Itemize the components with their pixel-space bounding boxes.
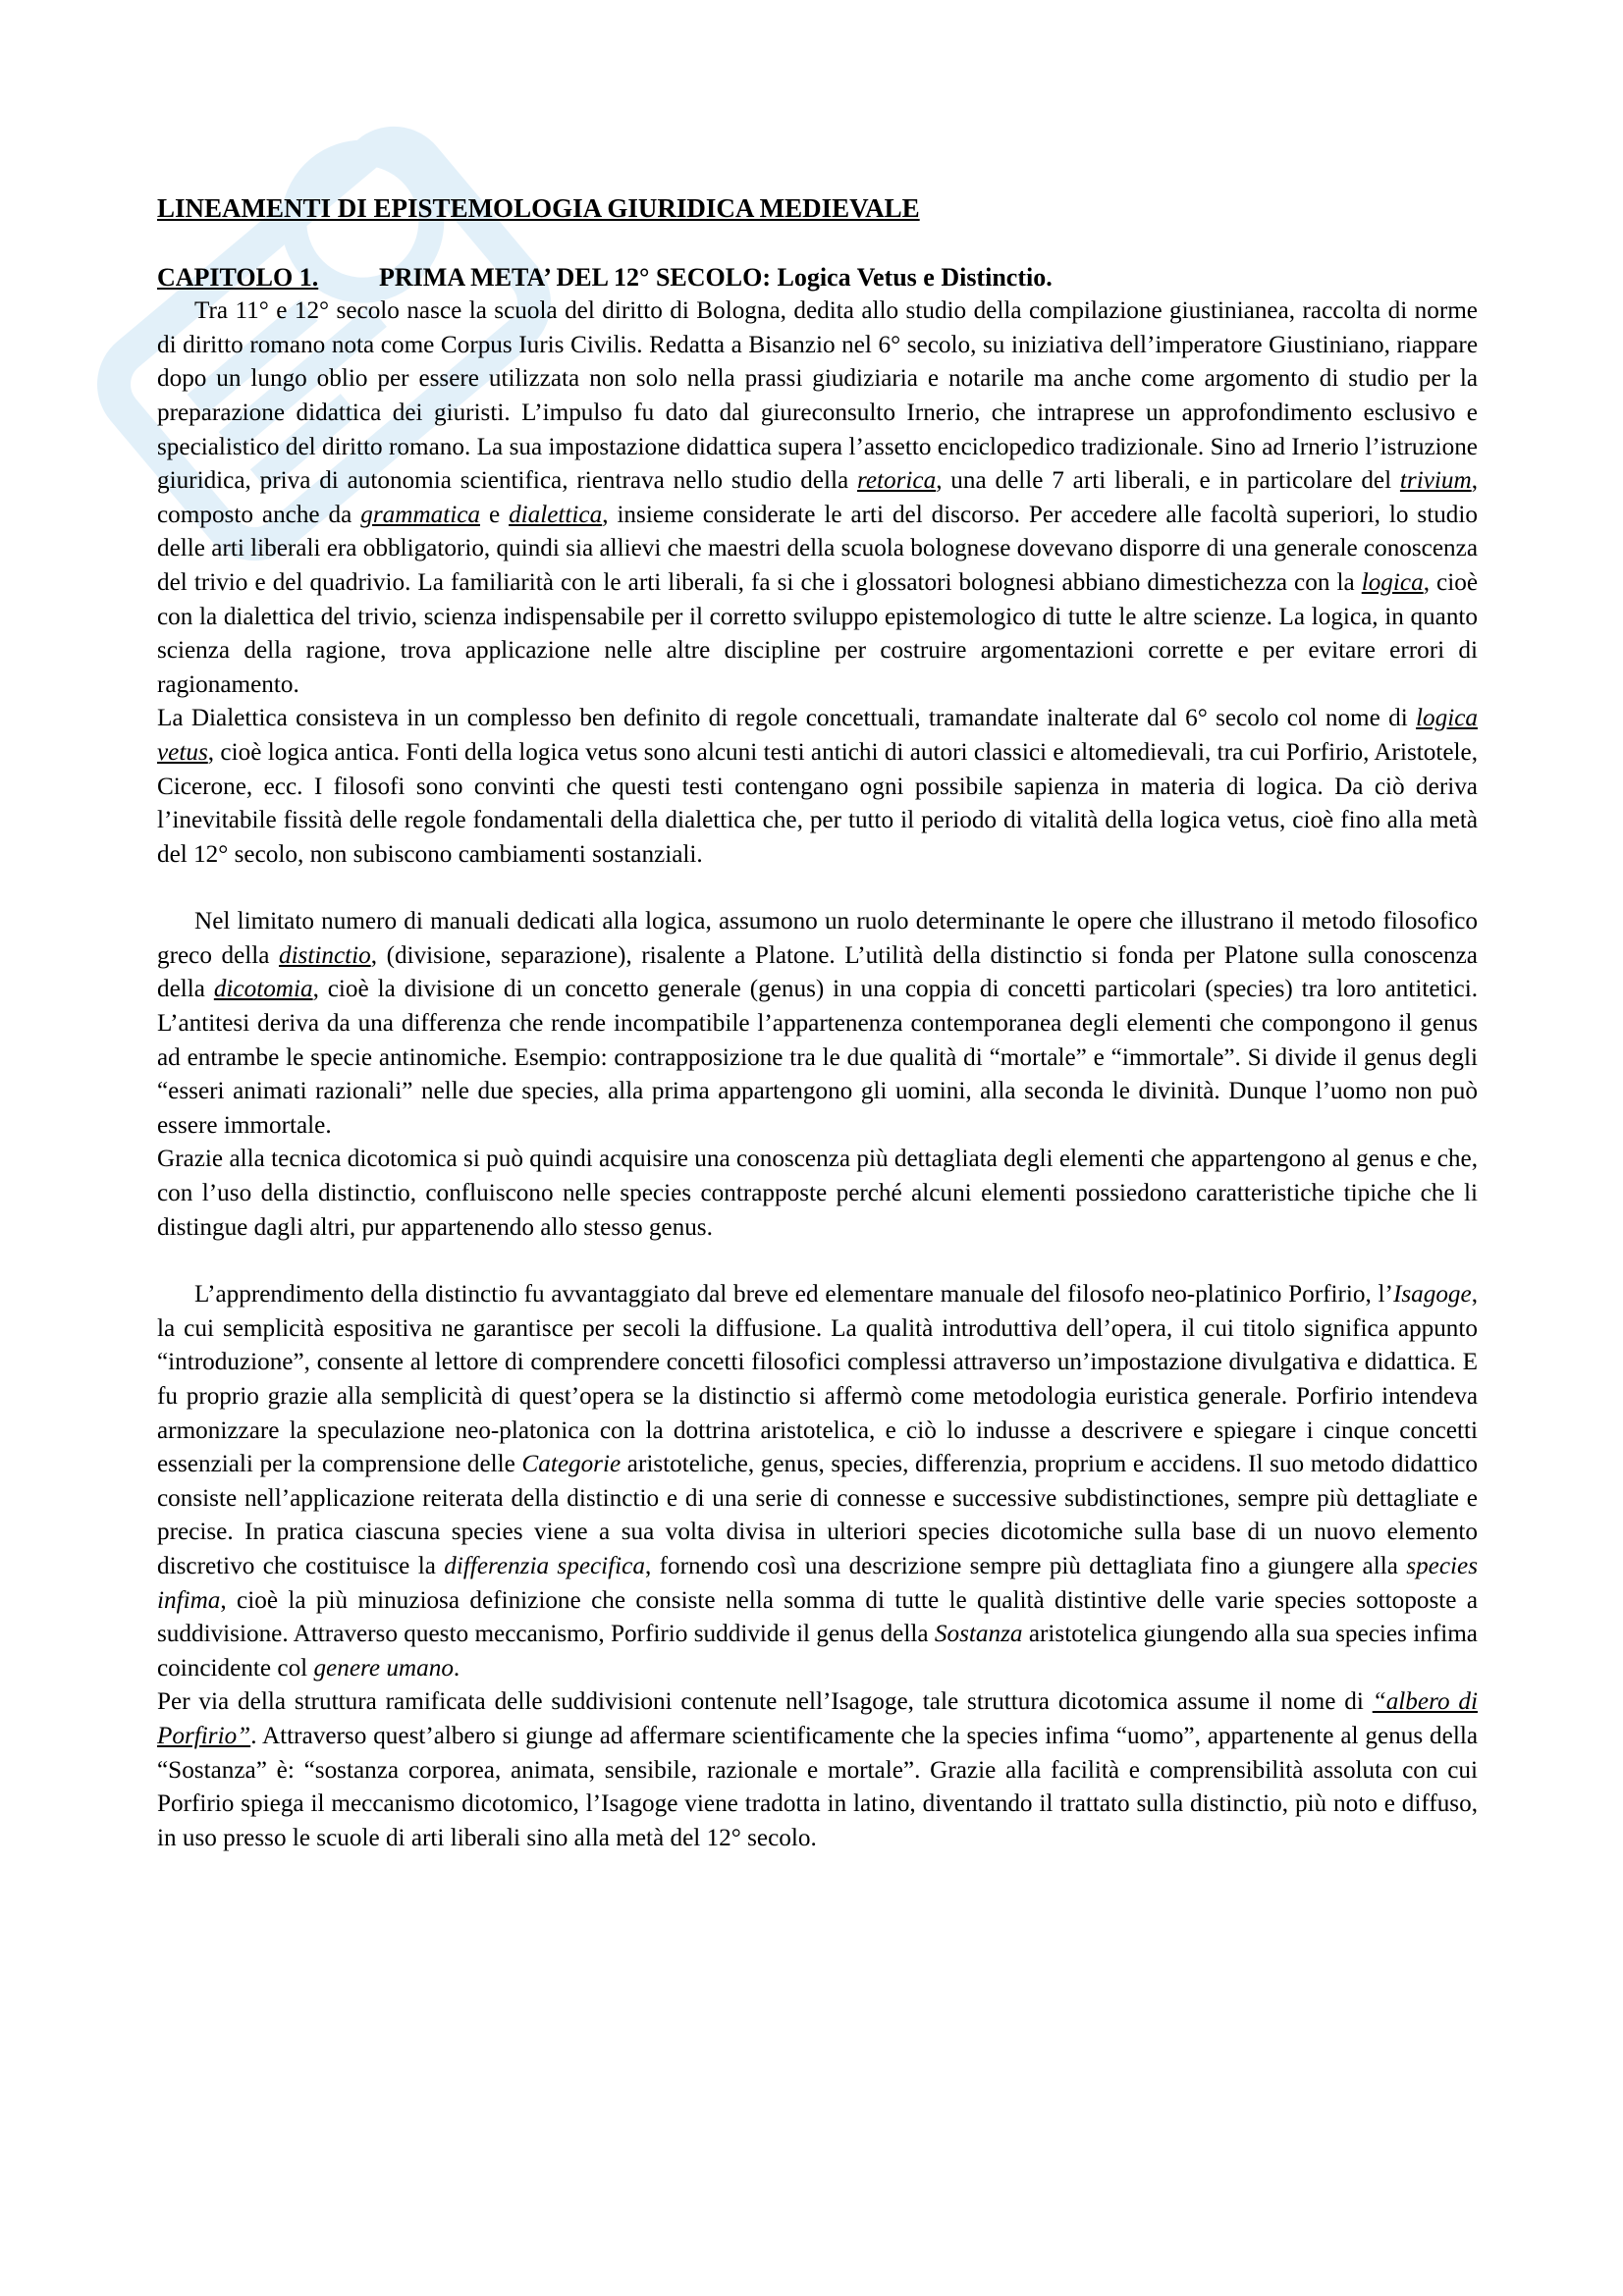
term-species-infima: species infima: [157, 1552, 1478, 1614]
text-run: L’apprendimento della distinctio fu avvantaggiato dal breve ed elementare manuale del filosofo neo-platinico Porfirio, l’: [194, 1281, 1393, 1308]
text-run: Grazie alla tecnica dicotomica si può quindi acquisire una conoscenza più dettagliata degli elementi che appartengono al genus e che, con l’uso della distinctio, confluiscono nelle species contrapposte perché alcuni elementi possiedono caratteristiche tipiche che li distingue dagli altri, pur appartenendo allo stesso genus.: [157, 1146, 1478, 1241]
paragraph-3: [157, 905, 1478, 1143]
text-run: .: [453, 1654, 460, 1682]
document-title: LINEAMENTI DI EPISTEMOLOGIA GIURIDICA MEDIEVALE: [157, 193, 920, 223]
text-run: , cioè la divisione di un concetto generale (genus) in una coppia di concetti particolari (species) tra loro antitetici. L’antitesi deriva da una differenza che rende incompatibile l’appartenenza contemporanea degli elementi che compongono il genus ad entrambe le specie antinomiche. Esempio: contrapposizione tra le due qualità di “mortale” e “immortale”. Si divide il genus degli “esseri animati razionali” nelle due species, alla prima appartengono gli uomini, alla seconda le divinità. Dunque l’uomo non può essere immortale.: [157, 976, 1478, 1139]
term-differenzia-specifica: differenzia specifica: [444, 1552, 645, 1579]
term-retorica: retorica: [856, 467, 937, 495]
text-run: , cioè la più minuziosa definizione che consiste nella somma di tutte le qualità distintive delle varie species sottoposte a suddivisione. Attraverso questo meccanismo, Porfirio suddivide il genus della: [157, 1586, 1478, 1648]
text-run: , insieme considerate le arti del discorso. Per accedere alle facoltà superiori, lo studio delle arti liberali era obbligatorio, quindi sia allievi che maestri della scuola bolognese dovevano disporre di una generale conoscenza del trivio e del quadrivio. La familiarità con le arti liberali, fa si che i glossatori bolognesi abbiano dimestichezza con la: [157, 501, 1478, 596]
term-genere-umano: genere umano: [313, 1654, 454, 1682]
text-run: Tra 11° e 12° secolo nasce la scuola del diritto di Bologna, dedita allo studio della compilazione giustinianea, raccolta di norme di diritto romano nota come Corpus Iuris Civilis. Redatta a Bisanzio nel 6° secolo, su iniziativa dell’imperatore Giustiniano, riappare dopo un lungo oblio per essere utilizzata non solo nella prassi giudiziaria e notarile ma anche come argomento di studio per la preparazione didattica dei giuristi. L’impulso fu dato dal giureconsulto Irnerio, che intraprese un approfondimento esclusivo e specialistico del diritto romano. La sua impostazione didattica supera l’assetto enciclopedico tradizionale. Sino ad Irnerio l’istruzione giuridica, priva di autonomia scientifica, rientrava nello studio della: [157, 297, 1478, 495]
term-isagoge: Isagoge: [1392, 1281, 1472, 1308]
chapter-heading: [157, 261, 1478, 295]
term-categorie: Categorie: [521, 1451, 622, 1478]
text-run: Nel limitato numero di manuali dedicati alla logica, assumono un ruolo determinante le opere che illustrano il metodo filosofico greco della: [157, 908, 1478, 969]
term-sostanza: Sostanza: [934, 1621, 1023, 1648]
text-run: , cioè logica antica. Fonti della logica vetus sono alcuni testi antichi di autori classici e altomedievali, tra cui Porfirio, Aristotele, Cicerone, ecc. I filosofi sono convinti che questi testi contengano ogni possibile sapienza in materia di logica. Da ciò deriva l’inevitabile fissità delle regole fondamentali della dialettica che, per tutto il periodo di vitalità della logica vetus, cioè fino alla metà del 12° secolo, non subiscono cambiamenti sostanziali.: [157, 738, 1478, 868]
text-run: , composto anche da: [157, 467, 1478, 528]
text-run: Per via della struttura ramificata delle suddivisioni contenute nell’Isagoge, tale struttura dicotomica assume il nome di: [157, 1688, 1373, 1716]
term-distinctio: distinctio: [278, 941, 371, 969]
text-run: aristotelica giungendo alla sua species infima coincidente col: [157, 1621, 1478, 1682]
text-run: , la cui semplicità espositiva ne garantisce per secoli la diffusione. La qualità introduttiva dell’opera, il cui titolo significa appunto “introduzione”, consente al lettore di comprendere concetti filosofici complessi attraverso un’impostazione divulgativa e didattica. E fu proprio grazie alla semplicità di quest’opera se la distinctio si affermò come metodologia euristica generale. Porfirio intendeva armonizzare la speculazione neo-platonica con la dottrina aristotelica, e ciò lo indusse a descrivere e spiegare i cinque concetti essenziali per la comprensione delle: [157, 1281, 1478, 1478]
term-logica-vetus: logica vetus: [157, 705, 1478, 766]
term-trivium: trivium: [1399, 467, 1472, 495]
term-dialettica: dialettica: [509, 501, 603, 528]
text-run: , fornendo così una descrizione sempre più dettagliata fino a giungere alla: [644, 1552, 1407, 1579]
term-dicotomia: dicotomia: [213, 976, 313, 1003]
text-run: La Dialettica consisteva in un complesso ben definito di regole concettuali, tramandate inalterate dal 6° secolo col nome di: [157, 705, 1417, 732]
paragraph-6: [157, 1685, 1478, 1855]
text-run: e: [480, 501, 510, 528]
paragraph-4: [157, 1143, 1478, 1245]
text-run: , (divisione, separazione), risalente a Platone. L’utilità della distinctio si fonda per Platone sulla conoscenza della: [157, 941, 1478, 1003]
chapter-title: PRIMA META’ DEL 12° SECOLO: Logica Vetus e Distinctio.: [379, 262, 1053, 292]
chapter-number: CAPITOLO 1.: [157, 262, 319, 292]
term-logica: logica: [1361, 568, 1424, 596]
paragraph-5: [157, 1278, 1478, 1685]
text-run: aristoteliche, genus, species, differenzia, proprium e accidens. Il suo metodo didattico consiste nell’applicazione reiterata della distinctio e di una serie di connesse e successive subdistinctiones, sempre più dettagliate e precise. In pratica ciascuna species viene a sua volta divisa in ulteriori species dicotomiche sulla base di un nuovo elemento discretivo che costituisce la: [157, 1451, 1478, 1579]
paragraph-2: [157, 702, 1478, 872]
term-grammatica: grammatica: [360, 501, 480, 528]
term-albero-di-porfirio: “albero di Porfirio”: [157, 1688, 1478, 1749]
document-body: [157, 191, 1478, 1855]
text-run: , cioè con la dialettica del trivio, scienza indispensabile per il corretto sviluppo epistemologico di tutte le altre scienze. La logica, in quanto scienza della ragione, trova applicazione nelle altre discipline per costruire argomentazioni corrette e per evitare errori di ragionamento.: [157, 568, 1478, 698]
text-run: . Attraverso quest’albero si giunge ad affermare scientificamente che la species infima “uomo”, appartenente al genus della “Sostanza” è: “sostanza corporea, animata, sensibile, razionale e mortale”. Grazie alla facilità e comprensibilità assoluta con cui Porfirio spiega il meccanismo dicotomico, l’Isagoge viene tradotta in latino, diventando il trattato sulla distinctio, più noto e diffuso, in uso presso le scuole di arti liberali sino alla metà del 12° secolo.: [157, 1722, 1478, 1851]
paragraph-1: [157, 294, 1478, 702]
text-run: , una delle 7 arti liberali, e in particolare del: [936, 467, 1400, 495]
